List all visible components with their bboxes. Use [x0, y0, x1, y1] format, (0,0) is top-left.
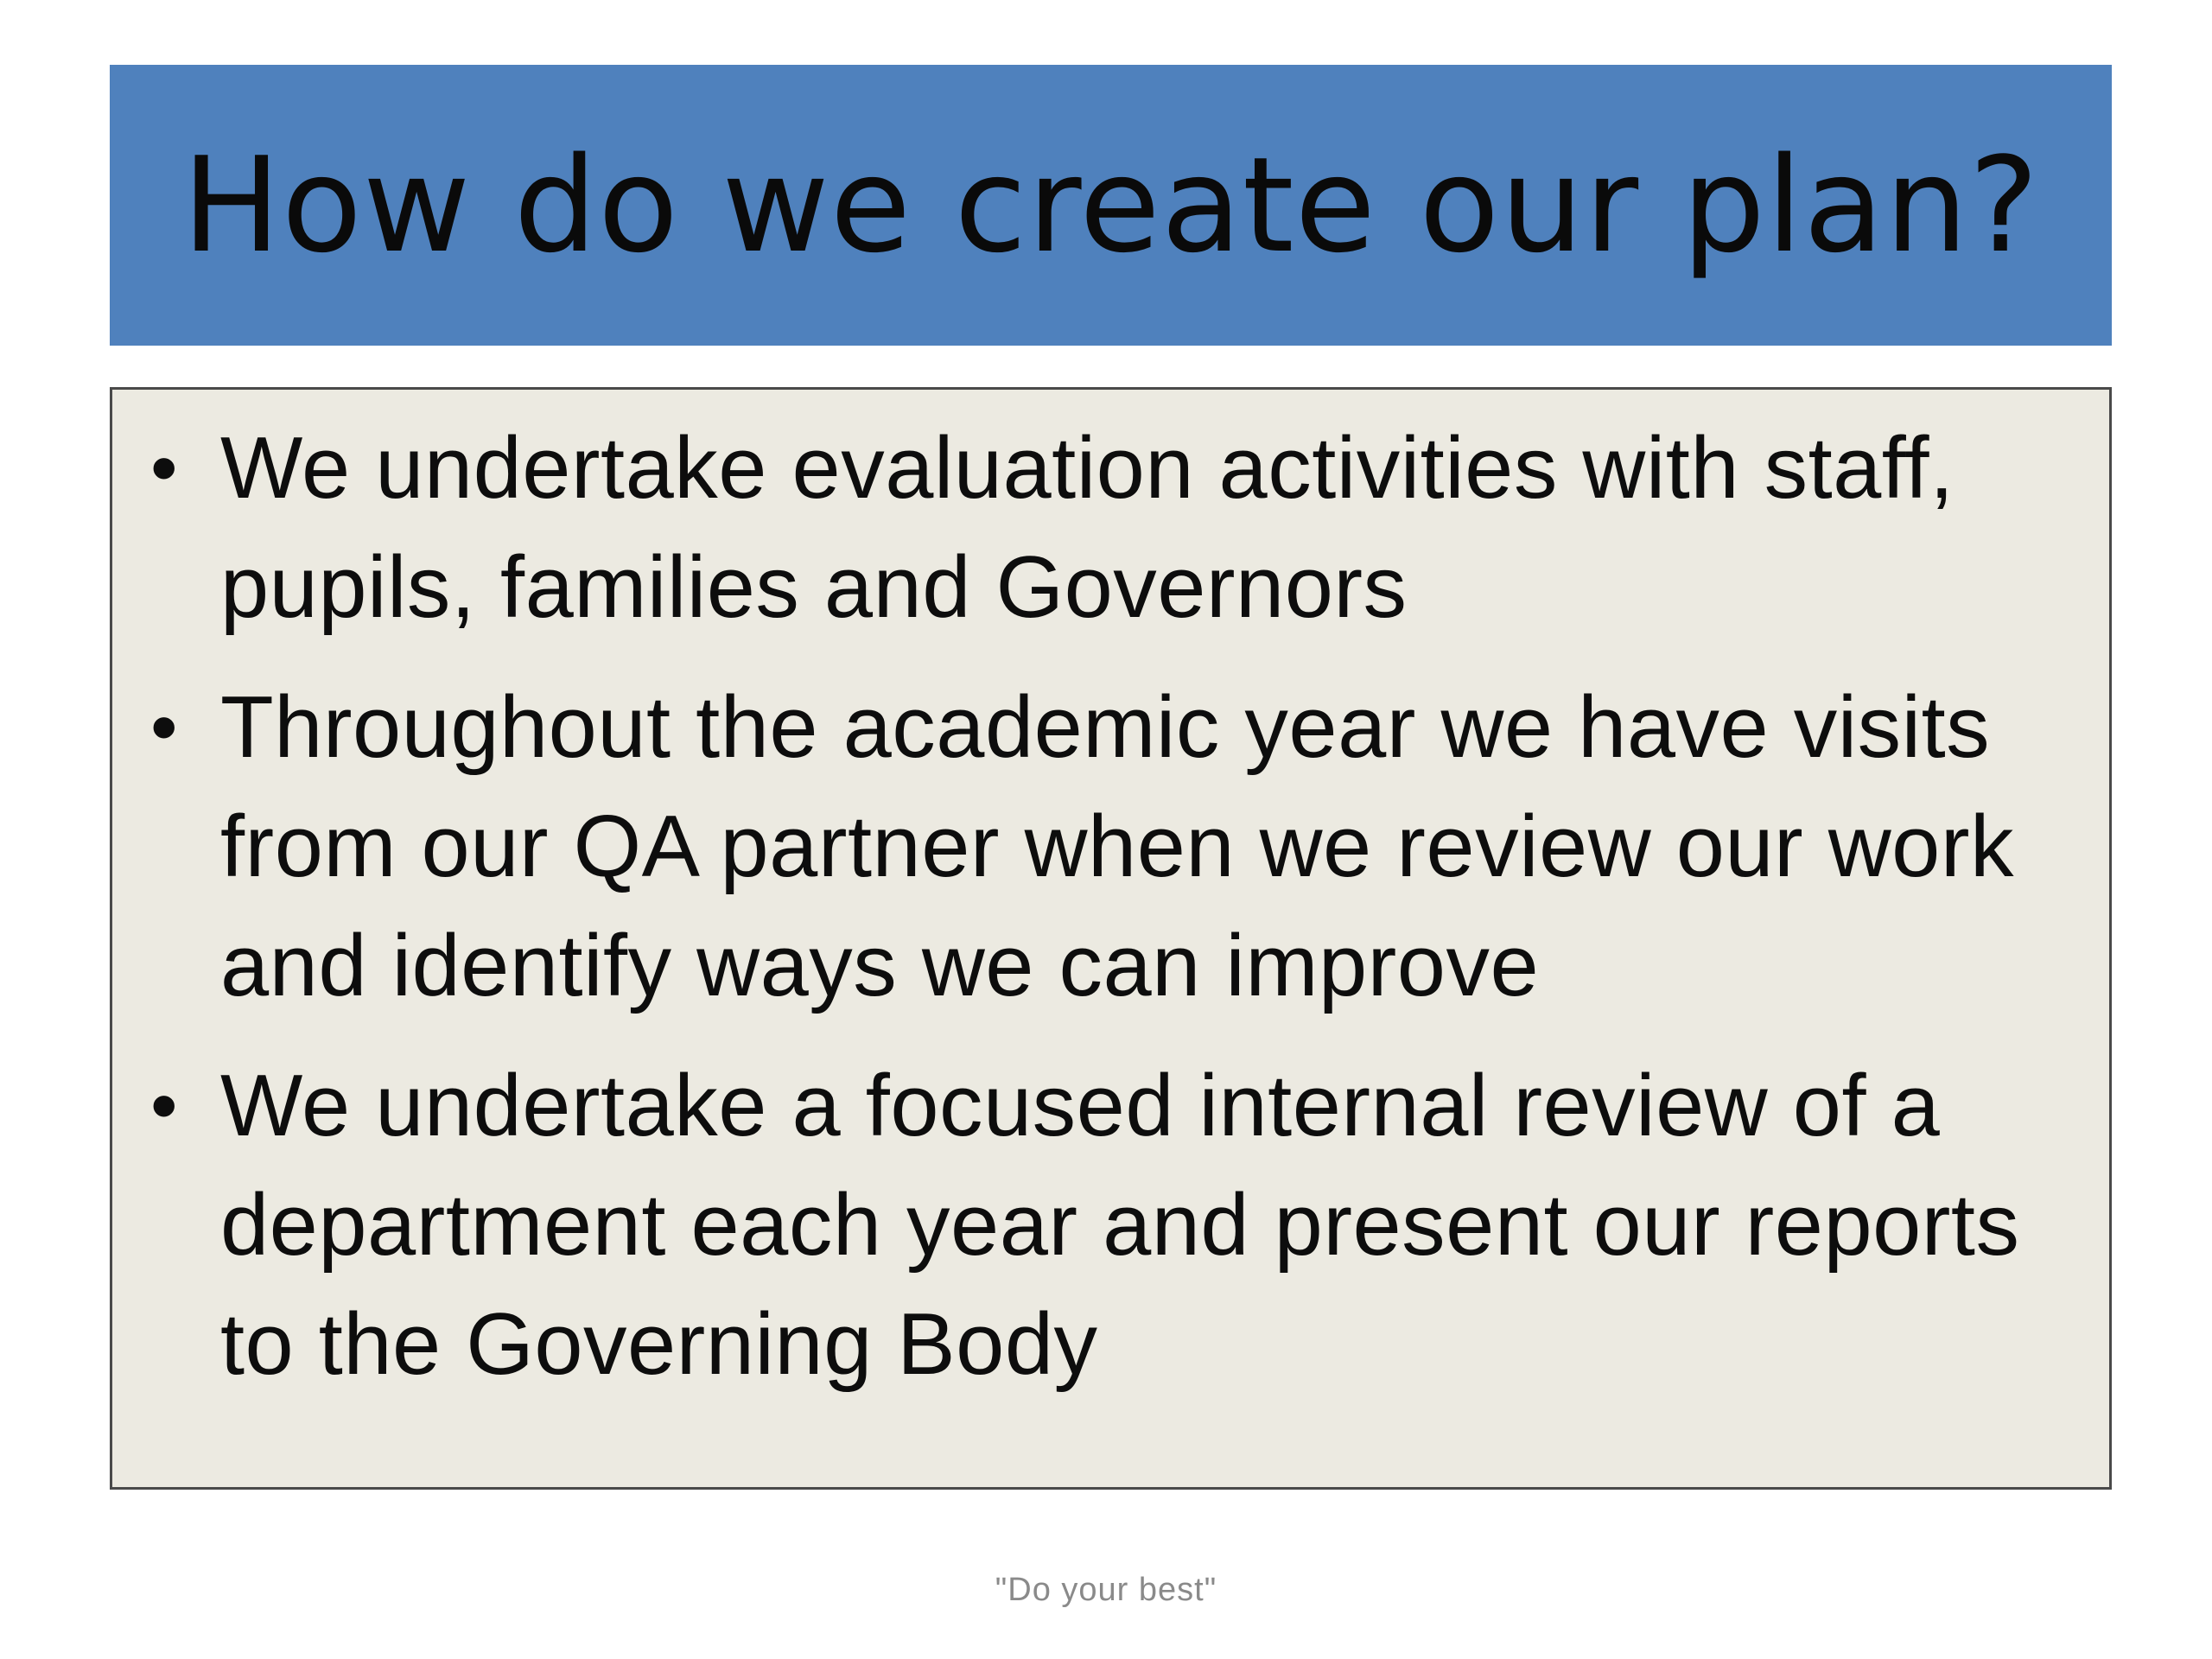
- bullet-item: [112, 668, 2109, 1026]
- bullet-dot-icon: •: [149, 1063, 178, 1149]
- title-banner: [110, 65, 2112, 346]
- slide-footer: "Do your best": [995, 1572, 1217, 1608]
- bullet-text: Throughout the academic year we have visits from our QA partner when we review our work and identify ways we can improve: [220, 679, 2014, 1014]
- bullet-dot-icon: •: [149, 425, 178, 512]
- bullet-dot-icon: •: [149, 684, 178, 771]
- bullet-text: We undertake a focused internal review of a department each year and present our reports to the Governing Body: [220, 1058, 2020, 1393]
- bullet-list: [112, 409, 2109, 1425]
- bullet-item: [112, 409, 2109, 647]
- bullet-text: We undertake evaluation activities with staff, pupils, families and Governors: [220, 420, 1955, 636]
- bullet-item: [112, 1046, 2109, 1404]
- slide-title: How do we create our plan?: [181, 128, 2040, 282]
- content-box: [110, 387, 2112, 1490]
